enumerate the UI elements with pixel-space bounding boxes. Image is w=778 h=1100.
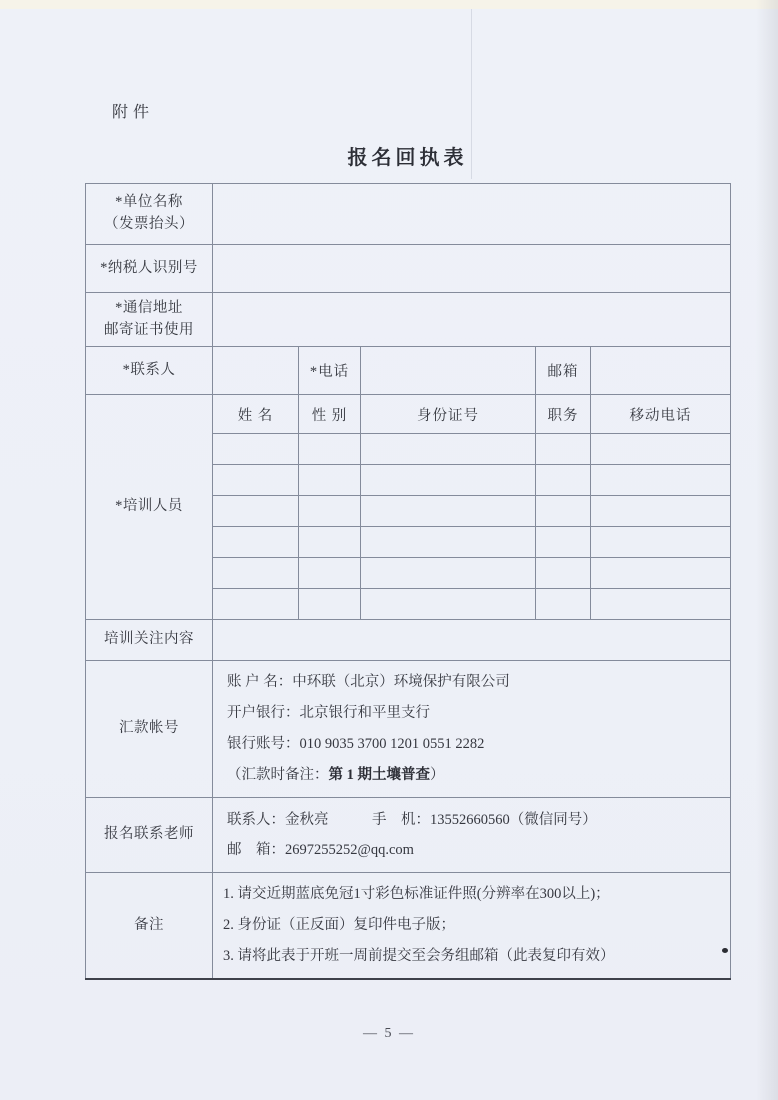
row-unit-name — [86, 184, 731, 245]
registration-form-table — [85, 183, 731, 980]
attachment-label: 附件 — [112, 104, 155, 121]
scan-edge-right-shadow — [756, 0, 778, 1100]
trainee-cell — [536, 558, 591, 589]
row-registration-teacher — [86, 798, 731, 873]
remittance-label: 汇款帐号 — [86, 661, 213, 798]
row-contact-person — [86, 347, 731, 395]
trainee-cell — [591, 527, 731, 558]
remarks-cell — [213, 873, 731, 980]
page-number: — 5 — — [363, 1026, 415, 1041]
unit-name-value-cell — [213, 184, 731, 245]
trainee-cell — [361, 496, 536, 527]
trainee-cell — [536, 465, 591, 496]
col-header-position: 职务 — [536, 395, 591, 434]
mailing-address-label: *通信地址 邮寄证书使用 — [86, 293, 213, 347]
phone-label: *电话 — [299, 347, 361, 395]
trainees-label: *培训人员 — [86, 395, 213, 620]
row-remittance-account — [86, 661, 731, 798]
phone-value-cell — [361, 347, 536, 395]
trainee-cell — [213, 527, 299, 558]
trainee-cell — [299, 558, 361, 589]
remark-item: 3. 请将此表于开班一周前提交至会务组邮箱（此表复印有效） — [223, 948, 615, 964]
trainee-cell — [361, 589, 536, 620]
contact-value-cell — [213, 347, 299, 395]
unit-name-label: *单位名称 （发票抬头） — [86, 184, 213, 245]
teacher-contact-line: 联系人：金秋亮 手 机：13552660560（微信同号） — [227, 812, 597, 828]
taxpayer-id-label: *纳税人识别号 — [86, 245, 213, 293]
remittance-details-cell — [213, 661, 731, 798]
trainee-cell — [591, 465, 731, 496]
trainee-cell — [213, 558, 299, 589]
mailing-address-value-cell — [213, 293, 731, 347]
trainee-cell — [591, 434, 731, 465]
trainee-cell — [361, 434, 536, 465]
remit-note-highlight: 第 1 期土壤普查 — [328, 767, 430, 783]
col-header-gender: 性 别 — [299, 395, 361, 434]
teacher-email-line: 邮 箱：2697255252@qq.com — [227, 842, 414, 858]
remit-account-number: 银行账号：010 9035 3700 1201 0551 2282 — [227, 736, 485, 752]
training-focus-label: 培训关注内容 — [86, 620, 213, 661]
trainee-cell — [536, 496, 591, 527]
trainee-cell — [299, 527, 361, 558]
trainee-cell — [299, 496, 361, 527]
trainee-cell — [299, 589, 361, 620]
trainee-cell — [213, 496, 299, 527]
row-mailing-address — [86, 293, 731, 347]
training-focus-value-cell — [213, 620, 731, 661]
remit-note: （汇款时备注：第 1 期土壤普查） — [227, 767, 445, 783]
trainee-cell — [299, 434, 361, 465]
trainee-cell — [536, 589, 591, 620]
contact-label: *联系人 — [86, 347, 213, 395]
trainee-cell — [299, 465, 361, 496]
trainee-cell — [591, 558, 731, 589]
email-label: 邮箱 — [536, 347, 591, 395]
row-taxpayer-id — [86, 245, 731, 293]
trainee-cell — [213, 434, 299, 465]
row-trainees-header — [86, 395, 731, 434]
row-remarks — [86, 873, 731, 980]
row-training-focus — [86, 620, 731, 661]
trainee-cell — [213, 465, 299, 496]
remark-item: 2. 身份证（正反面）复印件电子版； — [223, 917, 455, 933]
registration-teacher-label: 报名联系老师 — [86, 798, 213, 873]
remarks-label: 备注 — [86, 873, 213, 980]
taxpayer-id-value-cell — [213, 245, 731, 293]
scan-edge-top — [0, 0, 778, 9]
registration-teacher-cell — [213, 798, 731, 873]
form-title: 报名回执表 — [347, 147, 468, 169]
trainee-cell — [361, 465, 536, 496]
trainee-cell — [361, 558, 536, 589]
trainee-cell — [361, 527, 536, 558]
remark-item: 1. 请交近期蓝底免冠1寸彩色标准证件照(分辨率在300以上)； — [223, 886, 610, 902]
email-value-cell — [591, 347, 731, 395]
col-header-name: 姓 名 — [213, 395, 299, 434]
remit-bank: 开户银行：北京银行和平里支行 — [227, 705, 430, 721]
trainee-cell — [536, 434, 591, 465]
col-header-id-number: 身份证号 — [361, 395, 536, 434]
trainee-cell — [213, 589, 299, 620]
trainee-cell — [536, 527, 591, 558]
trainee-cell — [591, 496, 731, 527]
scan-ink-dot — [722, 948, 728, 953]
trainee-cell — [591, 589, 731, 620]
remit-account-name: 账 户 名：中环联（北京）环境保护有限公司 — [227, 674, 510, 690]
col-header-mobile: 移动电话 — [591, 395, 731, 434]
